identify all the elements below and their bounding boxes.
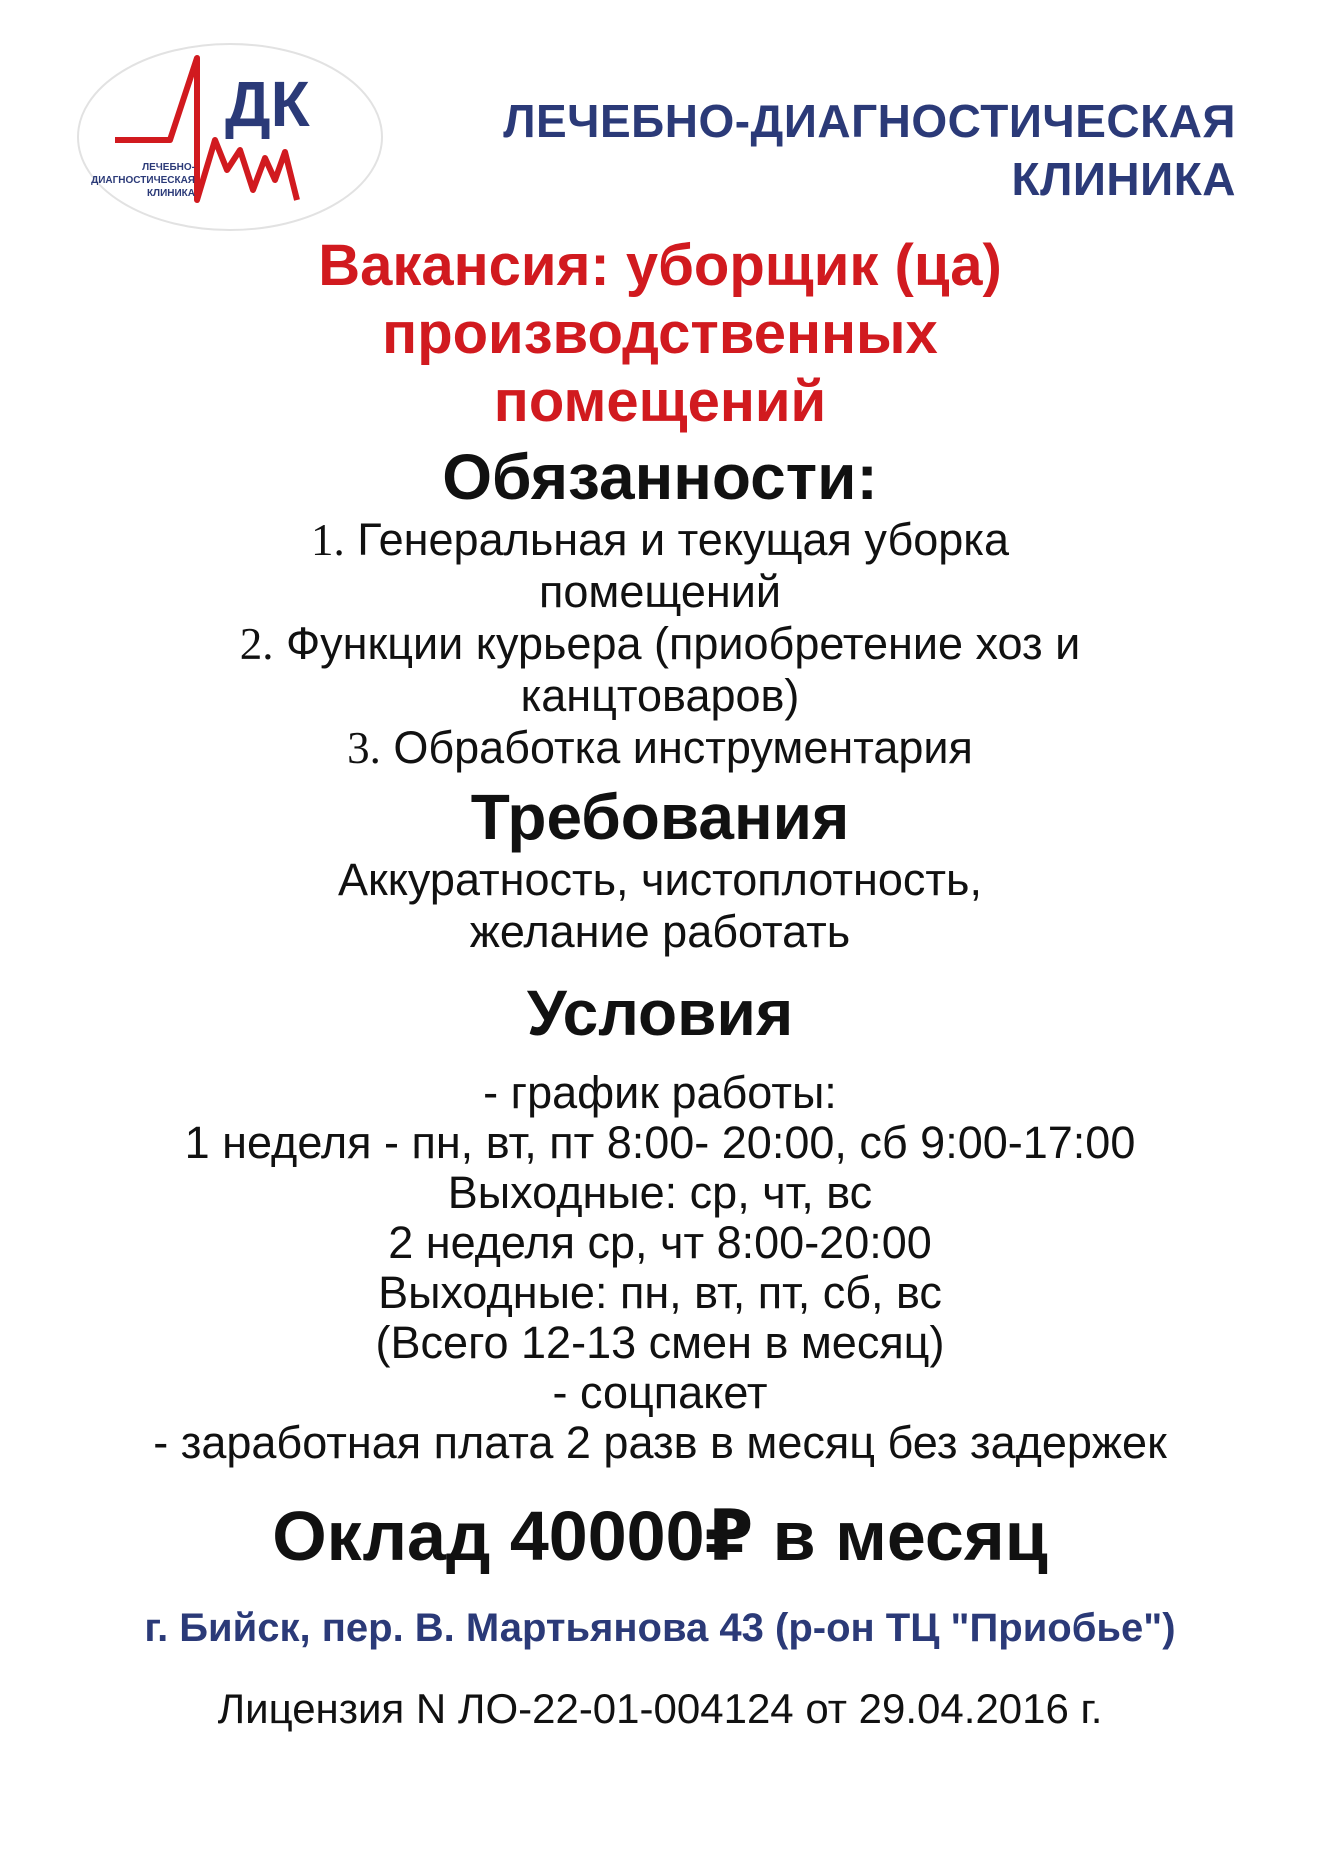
conditions-heading: Условия bbox=[526, 977, 794, 1049]
duty-num-1: 1. bbox=[311, 515, 345, 565]
license: Лицензия N ЛО-22-01-004124 от 29.04.2016 г. bbox=[217, 1685, 1103, 1732]
duty-text-2: Функции курьера (приобретение хоз и канцтоваров) bbox=[285, 618, 1081, 721]
condition-line-3: Выходные: ср, чт, вс bbox=[447, 1167, 873, 1218]
vacancy-content bbox=[0, 232, 1320, 1736]
clinic-address: г. Бийск, пер. В. Мартьянова 43 (р-он ТЦ "Приобье") bbox=[144, 1606, 1176, 1650]
requirements-text: Аккуратность, чистоплотность, желание работать bbox=[338, 854, 982, 957]
duty-item-2 bbox=[160, 618, 1160, 722]
logo-small-text-2: ДИАГНОСТИЧЕСКАЯ bbox=[91, 175, 195, 186]
condition-line-8: - заработная плата 2 разв в месяц без задержек bbox=[153, 1417, 1167, 1468]
clinic-name-line2: КЛИНИКА bbox=[1011, 153, 1236, 205]
duty-text-3: Обработка инструментария bbox=[393, 722, 973, 773]
conditions-list bbox=[0, 1068, 1320, 1468]
condition-line-5: Выходные: пн, вт, пт, сб, вс bbox=[378, 1267, 942, 1318]
duty-item-1 bbox=[240, 514, 1080, 618]
logo-small-text-3: КЛИНИКА bbox=[146, 188, 195, 199]
clinic-logo bbox=[75, 40, 385, 235]
clinic-name bbox=[503, 92, 1236, 208]
duty-item-3 bbox=[0, 722, 1320, 774]
duty-num-2: 2. bbox=[239, 619, 274, 669]
condition-line-4: 2 неделя ср, чт 8:00-20:00 bbox=[388, 1217, 932, 1268]
logo-small-text-1: ЛЕЧЕБНО- bbox=[142, 162, 195, 173]
requirements-heading: Требования bbox=[470, 781, 850, 853]
condition-line-7: - соцпакет bbox=[552, 1367, 768, 1418]
condition-line-6: (Всего 12-13 смен в месяц) bbox=[375, 1317, 945, 1368]
header bbox=[0, 0, 1320, 240]
logo-letters: ДК bbox=[225, 68, 310, 140]
duties-list bbox=[0, 514, 1320, 774]
vacancy-title: Вакансия: уборщик (ца) производственных помещений bbox=[318, 233, 1002, 434]
condition-line-2: 1 неделя - пн, вт, пт 8:00- 20:00, сб 9:00-17:00 bbox=[184, 1117, 1136, 1168]
condition-line-1: - график работы: bbox=[483, 1067, 837, 1118]
clinic-name-line1: ЛЕЧЕБНО-ДИАГНОСТИЧЕСКАЯ bbox=[503, 95, 1236, 147]
salary: Оклад 40000₽ в месяц bbox=[272, 1497, 1048, 1575]
duties-heading: Обязанности: bbox=[442, 441, 878, 513]
duty-num-3: 3. bbox=[347, 723, 381, 773]
duty-text-1: Генеральная и текущая уборка помещений bbox=[357, 514, 1009, 617]
